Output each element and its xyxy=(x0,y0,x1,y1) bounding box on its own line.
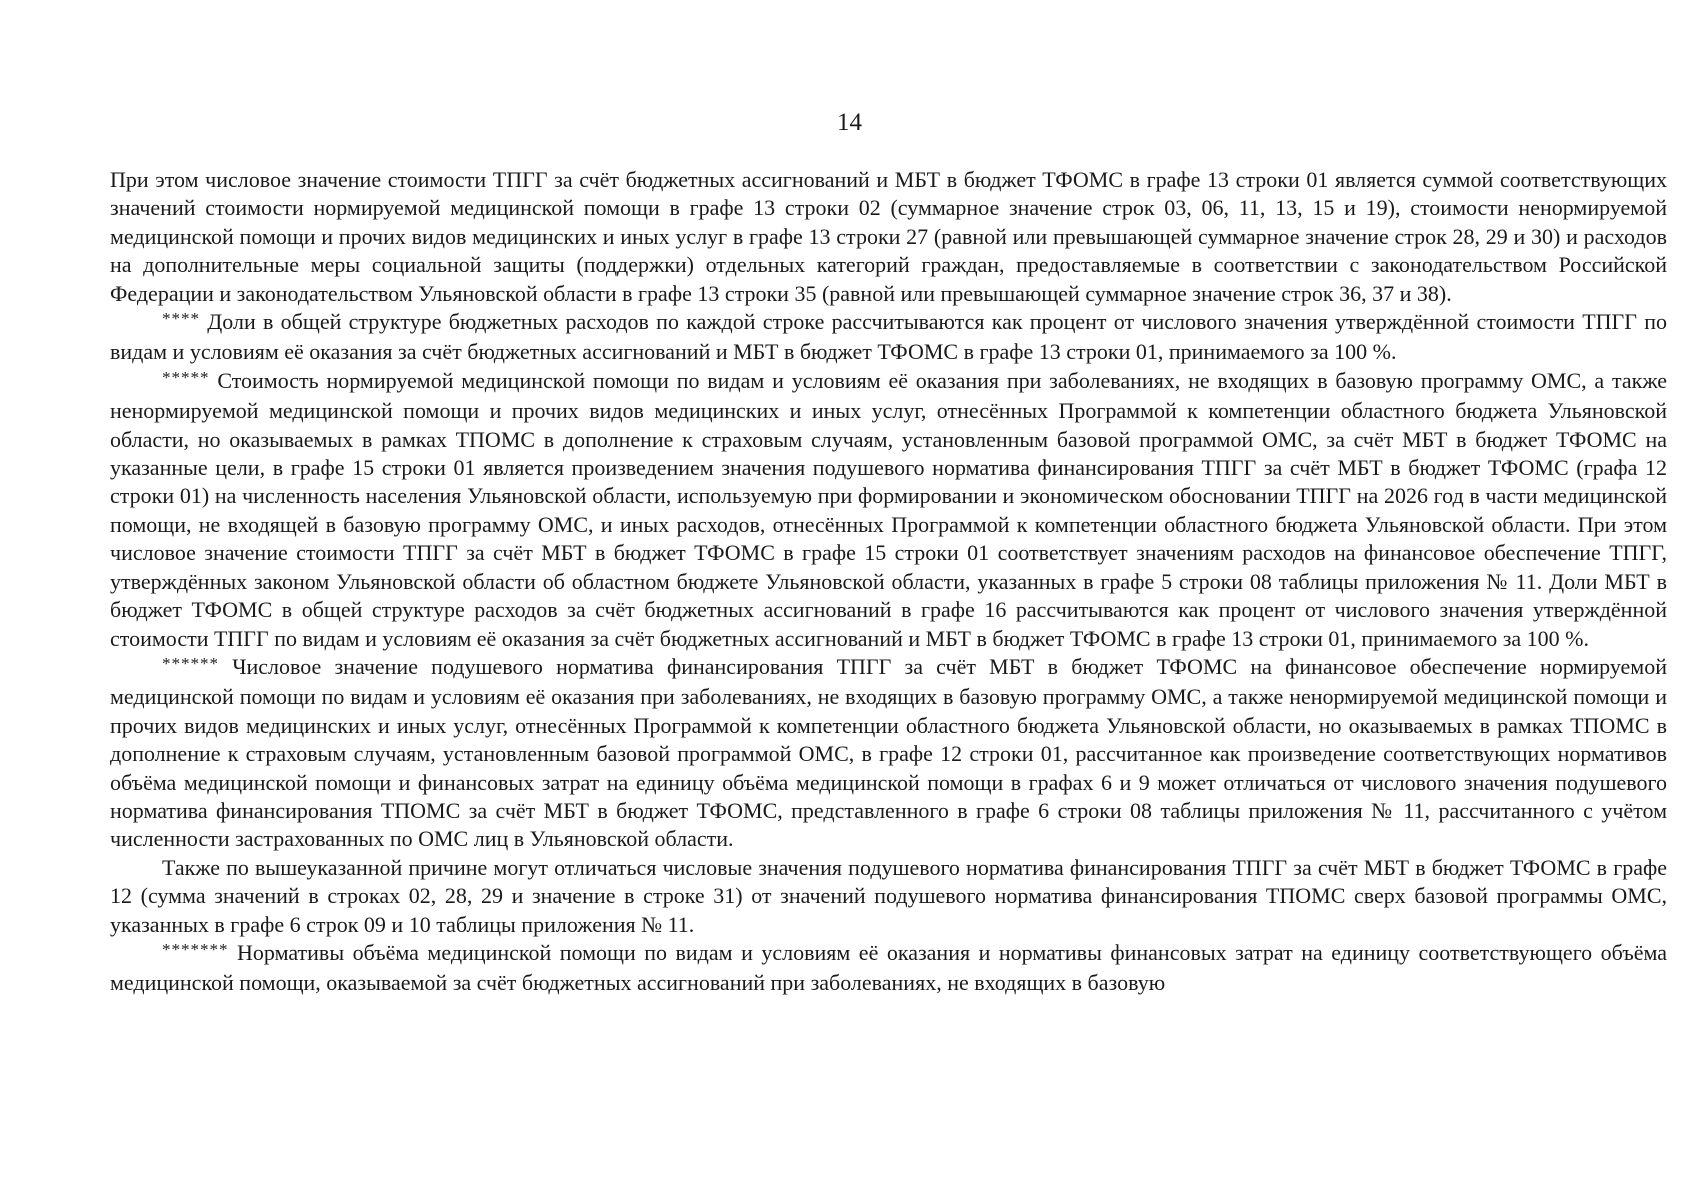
footnote-7-paragraph xyxy=(110,939,1667,998)
paragraph-text: Доли в общей структуре бюджетных расходов по каждой строке рассчитываются как процент от числового значения утверждённой стоимости ТПГГ по видам и условиям её оказания за счёт бюджетных ассигнований и МБТ в бюджет ТФОМС в графе 13 строки 01, принимаемого за 100 %. xyxy=(110,309,1668,365)
page-number: 14 xyxy=(837,109,862,136)
document-body xyxy=(110,166,1667,998)
footnote-marker: **** xyxy=(162,309,200,329)
footnote-marker: ******* xyxy=(162,939,229,959)
footnote-6-paragraph xyxy=(110,653,1667,854)
paragraph-total-cost-note xyxy=(110,166,1667,308)
paragraph-also-differ-note xyxy=(110,854,1667,939)
paragraph-text: Также по вышеуказанной причине могут отличаться числовые значения подушевого норматива финансирования ТПГГ за счёт МБТ в бюджет ТФОМС в графе 12 (сумма значений в строках 02, 28, 29 и значение в строке 31) от значений подушевого норматива финансирования ТПОМС сверх базовой программы ОМС, указанных в графе 6 строк 09 и 10 таблицы приложения № 11. xyxy=(110,854,1667,937)
footnote-4-paragraph xyxy=(110,308,1667,367)
paragraph-text: Стоимость нормируемой медицинской помощи по видам и условиям её оказания при заболеваниях, не входящих в базовую программу ОМС, а также ненормируемой медицинской помощи и прочих видов медицинских и иных услуг, отнесённых Программой к компетенции областного бюджета Ульяновской области, но оказываемых в рамках ТПОМС в дополнение к страховым случаям, установленным базовой программой ОМС, за счёт МБТ в бюджет ТФОМС на указанные цели, в графе 15 строки 01 является произведением значения подушевого норматива финансирования ТПГГ за счёт МБТ в бюджет ТФОМС (графа 12 строки 01) на численность населения Ульяновской области, используемую при формировании и экономическом обосновании ТПГГ на 2026 год в части медицинской помощи, не входящей в базовую программу ОМС, и иных расходов, отнесённых Программой к компетенции областного бюджета Ульяновской области. При этом числовое значение стоимости ТПГГ за счёт МБТ в бюджет ТФОМС в графе 15 строки 01 соответствует значениям расходов на финансовое обеспечение ТПГГ, утверждённых законом Ульяновской области об областном бюджете Ульяновской области, указанных в графе 5 строки 08 таблицы приложения № 11. Доли МБТ в бюджет ТФОМС в общей структуре расходов за счёт бюджетных ассигнований в графе 16 рассчитываются как процент от числового значения утверждённой стоимости ТПГГ по видам и условиям её оказания за счёт бюджетных ассигнований и МБТ в бюджет ТФОМС в графе 13 строки 01, принимаемого за 100 %. xyxy=(110,367,1668,651)
paragraph-text: Числовое значение подушевого норматива финансирования ТПГГ за счёт МБТ в бюджет ТФОМС на финансовое обеспечение нормируемой медицинской помощи по видам и условиям её оказания при заболеваниях, не входящих в базовую программу ОМС, а также ненормируемой медицинской помощи и прочих видов медицинских и иных услуг, отнесённых Программой к компетенции областного бюджета Ульяновской области, но оказываемых в рамках ТПОМС в дополнение к страховым случаям, установленным базовой программой ОМС, в графе 12 строки 01, рассчитанное как произведение соответствующих нормативов объёма медицинской помощи и финансовых затрат на единицу объёма медицинской помощи в графах 6 и 9 может отличаться от числового значения подушевого норматива финансирования ТПОМС за счёт МБТ в бюджет ТФОМС, представленного в графе 6 строки 08 таблицы приложения № 11, рассчитанного с учётом численности застрахованных по ОМС лиц в Ульяновской области. xyxy=(110,653,1667,852)
paragraph-text: При этом числовое значение стоимости ТПГГ за счёт бюджетных ассигнований и МБТ в бюджет ТФОМС в графе 13 строки 01 является суммой соответствующих значений стоимости нормируемой медицинской помощи в графе 13 строки 02 (суммарное значение строк 03, 06, 11, 13, 15 и 19), стоимости ненормируемой медицинской помощи и прочих видов медицинских и иных услуг в графе 13 строки 27 (равной или превышающей суммарное значение строк 28, 29 и 30) и расходов на дополнительные меры социальной защиты (поддержки) отдельных категорий граждан, предоставляемые в соответствии с законодательством Российской Федерации и законодательством Ульяновской области в графе 13 строки 35 (равной или превышающей суммарное значение строк 36, 37 и 38). xyxy=(110,167,1667,306)
paragraph-text: Нормативы объёма медицинской помощи по видам и условиям её оказания и нормативы финансовых затрат на единицу соответствующего объёма медицинской помощи, оказываемой за счёт бюджетных ассигнований при заболеваниях, не входящих в базовую xyxy=(110,939,1668,996)
footnote-marker: ****** xyxy=(162,653,219,673)
footnote-marker: ***** xyxy=(162,367,210,387)
footnote-5-paragraph xyxy=(110,367,1667,653)
